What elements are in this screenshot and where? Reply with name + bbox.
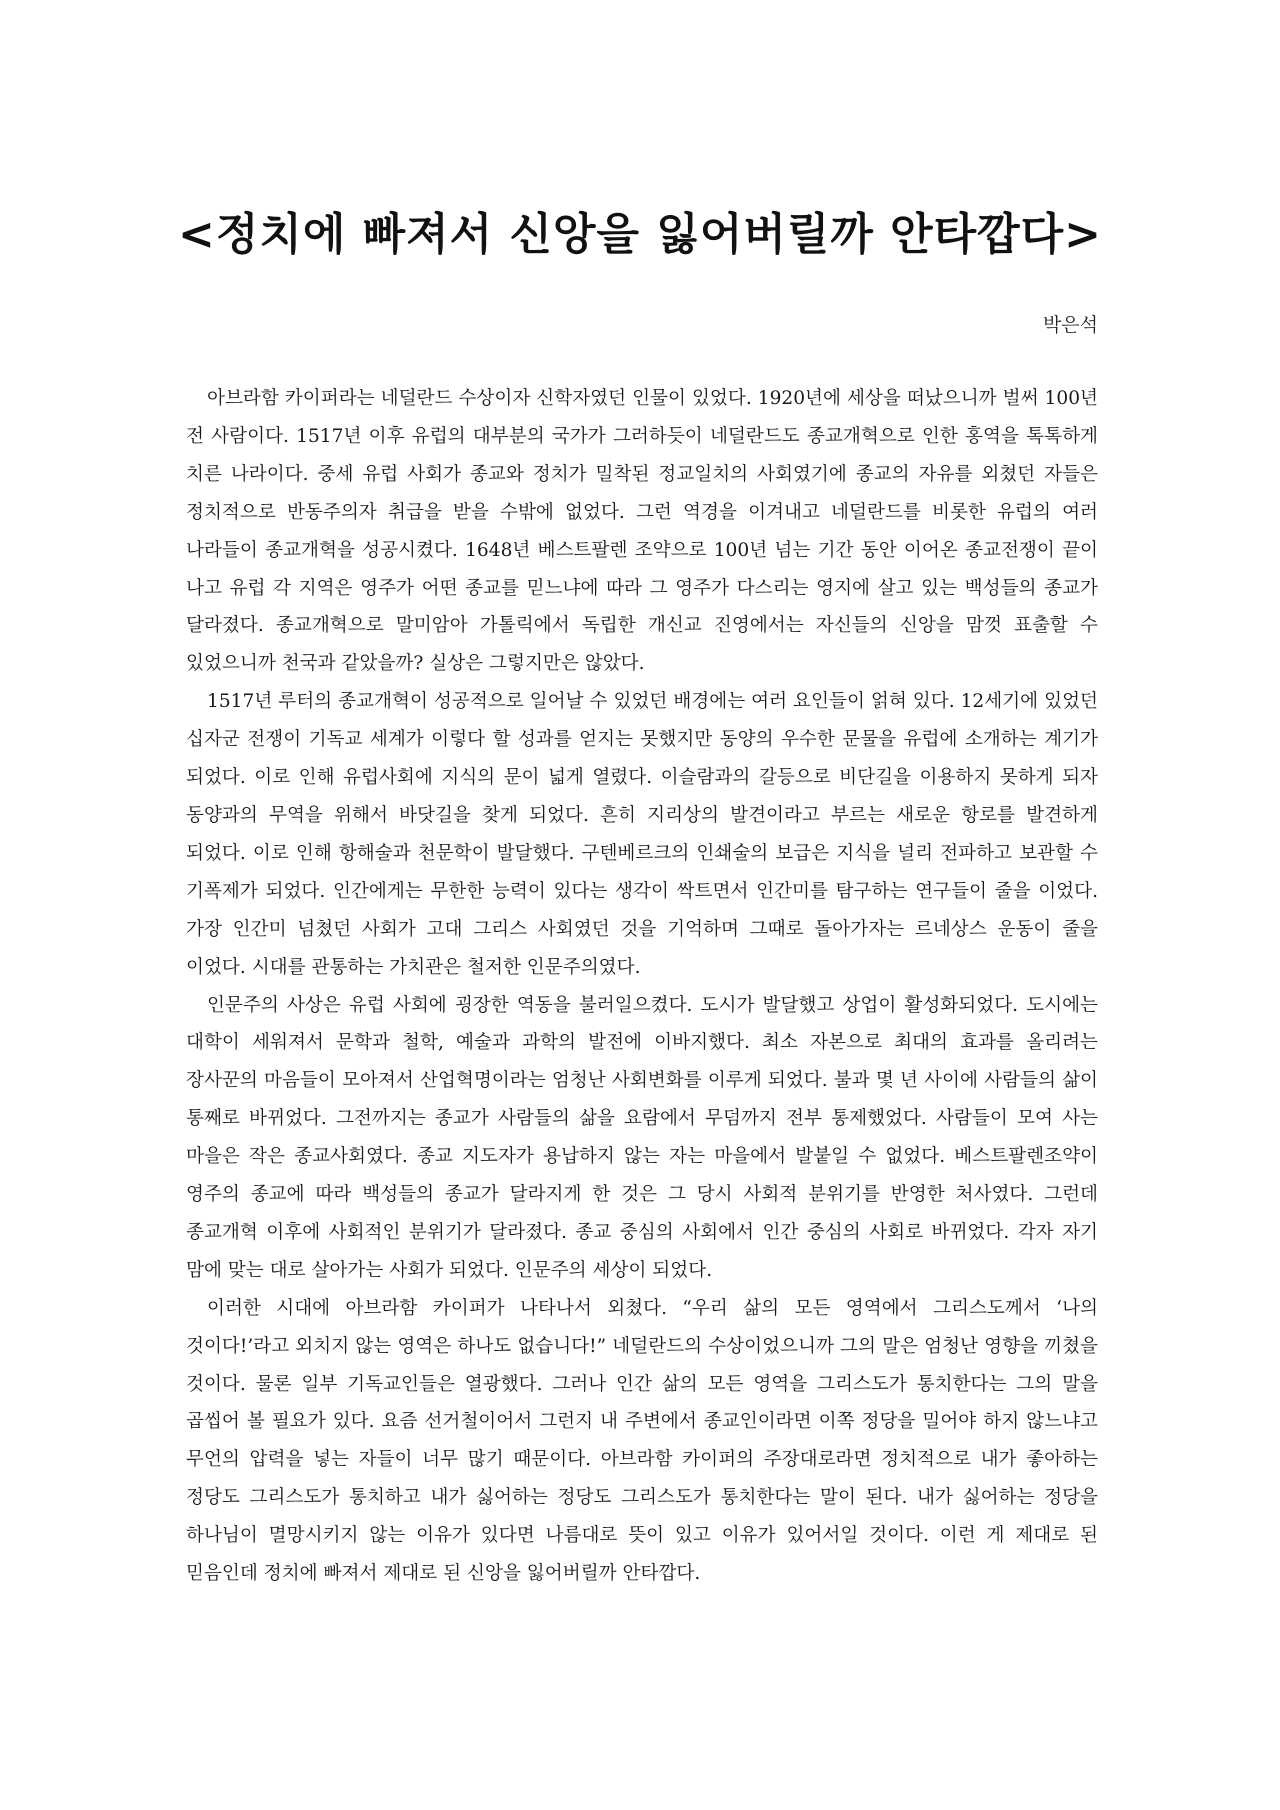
body-paragraph: 이러한 시대에 아브라함 카이퍼가 나타나서 외쳤다. “우리 삶의 모든 영역에서 그리스도께서 ‘나의 것이다!’라고 외치지 않는 영역은 하나도 없습니다!” 네덜란드의 수상이었으니까 그의 말은 엄청난 영향을 끼쳤을 것이다. 물론 일부 기독교인들은 열광했다. 그러나 인간 삶의 모든 영역을 그리스도가 통치한다는 그의 말을 곱씹어 볼 필요가 있다. 요즘 선거철이어서 그런지 내 주변에서 종교인이라면 이쪽 정당을 밀어야 하지 않느냐고 무언의 압력을 넣는 자들이 너무 많기 때문이다. 아브라함 카이퍼의 주장대로라면 정치적으로 내가 좋아하는 정당도 그리스도가 통치하고 내가 싫어하는 정당도 그리스도가 통치한다는 말이 된다. 내가 싫어하는 정당을 하나님이 멸망시키지 않는 이유가 있다면 나름대로 뜻이 있고 이유가 있어서일 것이다. 이런 게 제대로 된 믿음인데 정치에 빠져서 제대로 된 신앙을 잃어버릴까 안타깝다. bbox=[186, 1297, 1098, 1585]
author-name: 박은석 bbox=[1042, 314, 1098, 336]
body-paragraph: 인문주의 사상은 유럽 사회에 굉장한 역동을 불러일으켰다. 도시가 발달했고 상업이 활성화되었다. 도시에는 대학이 세워져서 문학과 철학, 예술과 과학의 발전에 이바지했다. 최소 자본으로 최대의 효과를 올리려는 장사꾼의 마음들이 모아져서 산업혁명이라는 엄청난 사회변화를 이루게 되었다. 불과 몇 년 사이에 사람들의 삶이 통째로 바뀌었다. 그전까지는 종교가 사람들의 삶을 요람에서 무덤까지 전부 통제했었다. 사람들이 모여 사는 마을은 작은 종교사회였다. 종교 지도자가 용납하지 않는 자는 마을에서 발붙일 수 없었다. 베스트팔렌조약이 영주의 종교에 따라 백성들의 종교가 달라지게 한 것은 그 당시 사회적 분위기를 반영한 처사였다. 그런데 종교개혁 이후에 사회적인 분위기가 달라졌다. 종교 중심의 사회에서 인간 중심의 사회로 바뀌었다. 각자 자기 맘에 맞는 대로 살아가는 사회가 되었다. 인문주의 세상이 되었다. bbox=[186, 994, 1098, 1281]
body-paragraph: 1517년 루터의 종교개혁이 성공적으로 일어날 수 있었던 배경에는 여러 요인들이 얽혀 있다. 12세기에 있었던 십자군 전쟁이 기독교 세계가 이렇다 할 성과를 얻지는 못했지만 동양의 우수한 문물을 유럽에 소개하는 계기가 되었다. 이로 인해 유럽사회에 지식의 문이 넓게 열렸다. 이슬람과의 갈등으로 비단길을 이용하지 못하게 되자 동양과의 무역을 위해서 바닷길을 찾게 되었다. 흔히 지리상의 발견이라고 부르는 새로운 항로를 발견하게 되었다. 이로 인해 항해술과 천문학이 발달했다. 구텐베르크의 인쇄술의 보급은 지식을 널리 전파하고 보관할 수 기폭제가 되었다. 인간에게는 무한한 능력이 있다는 생각이 싹트면서 인간미를 탐구하는 연구들이 줄을 이었다. 가장 인간미 넘쳤던 사회가 고대 그리스 사회였던 것을 기억하며 그때로 돌아가자는 르네상스 운동이 줄을 이었다. 시대를 관통하는 가치관은 철저한 인문주의였다. bbox=[186, 691, 1098, 978]
document-body bbox=[186, 380, 1098, 1593]
document-title: <정치에 빠져서 신앙을 잃어버릴까 안타깝다> bbox=[177, 209, 1103, 260]
body-paragraph: 아브라함 카이퍼라는 네덜란드 수상이자 신학자였던 인물이 있었다. 1920년에 세상을 떠났으니까 벌써 100년 전 사람이다. 1517년 이후 유럽의 대부분의 국가가 그러하듯이 네덜란드도 종교개혁으로 인한 홍역을 톡톡하게 치른 나라이다. 중세 유럽 사회가 종교와 정치가 밀착된 정교일치의 사회였기에 종교의 자유를 외쳤던 자들은 정치적으로 반동주의자 취급을 받을 수밖에 없었다. 그런 역경을 이겨내고 네덜란드를 비롯한 유럽의 여러 나라들이 종교개혁을 성공시켰다. 1648년 베스트팔렌 조약으로 100년 넘는 기간 동안 이어온 종교전쟁이 끝이 나고 유럽 각 지역은 영주가 어떤 종교를 믿느냐에 따라 그 영주가 다스리는 영지에 살고 있는 백성들의 종교가 달라졌다. 종교개혁으로 말미암아 가톨릭에서 독립한 개신교 진영에서는 자신들의 신앙을 맘껏 표출할 수 있었으니까 천국과 같았을까? 실상은 그렇지만은 않았다. bbox=[186, 388, 1098, 675]
